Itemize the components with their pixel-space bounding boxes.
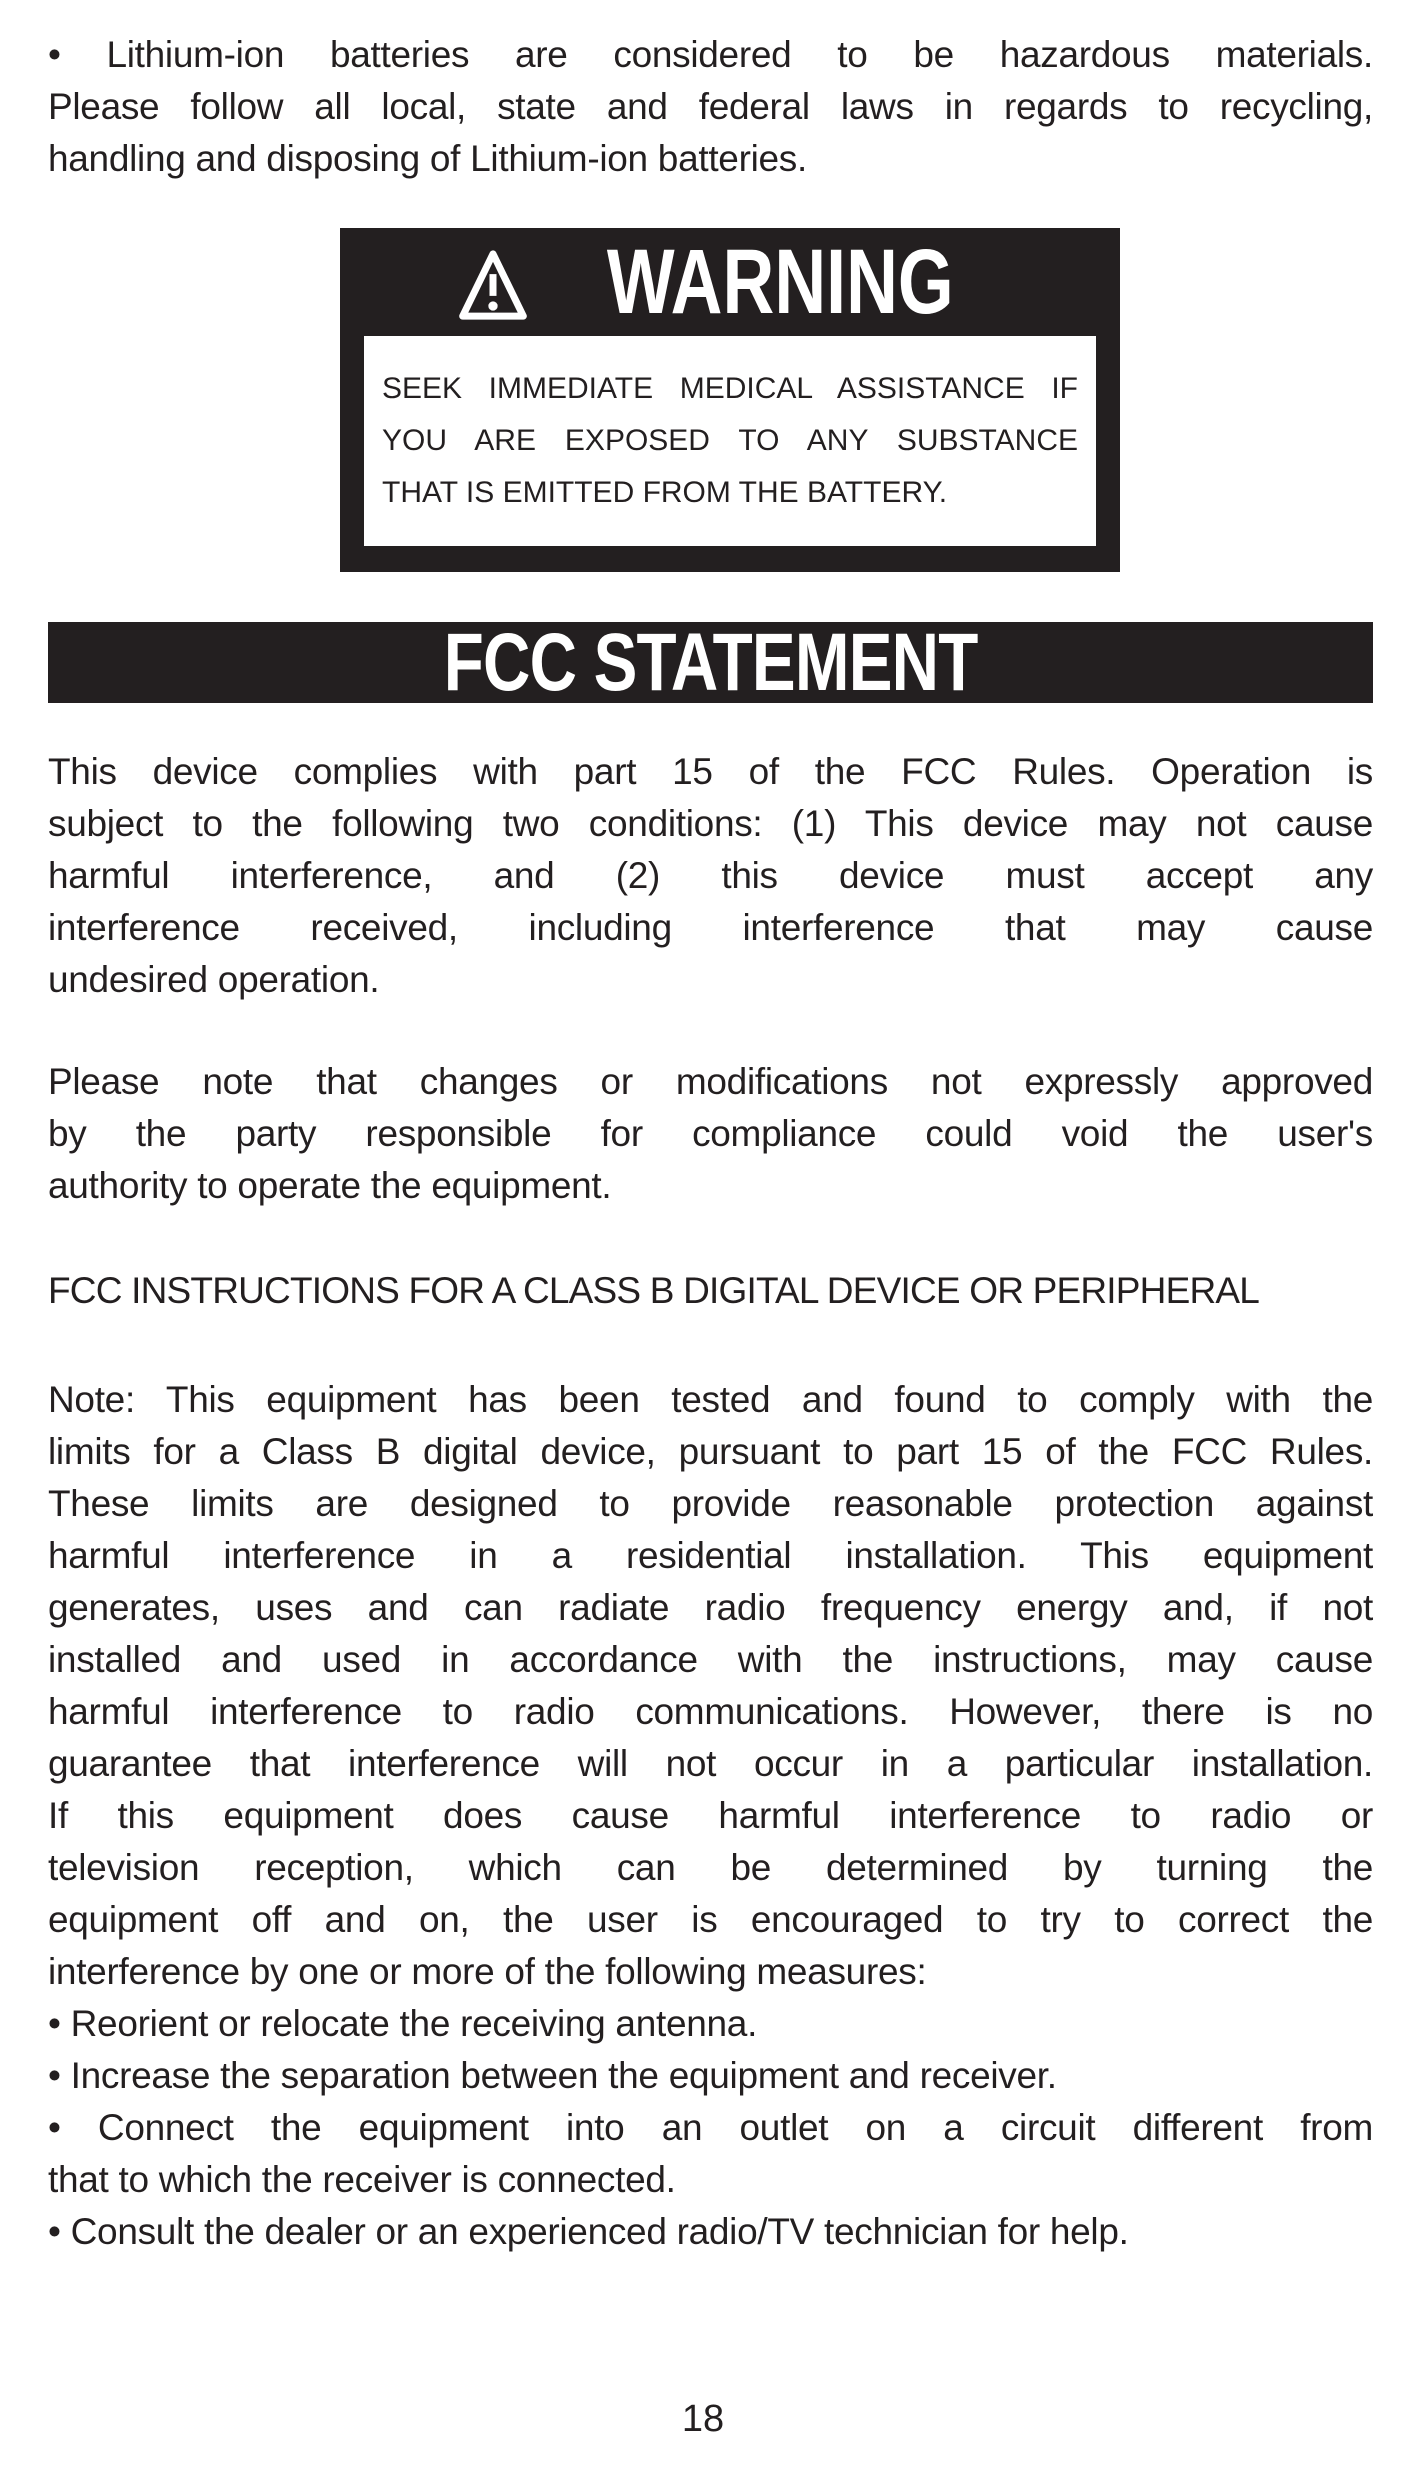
- fcc-statement-title: FCC STATEMENT: [443, 616, 978, 708]
- text-line: FCC INSTRUCTIONS FOR A CLASS B DIGITAL DEVICE OR PERIPHERAL: [48, 1270, 1260, 1311]
- text-line: that to which the receiver is connected.: [48, 2159, 676, 2200]
- list-item-increase-separation: [48, 2050, 1373, 2102]
- text-line: These limits are designed to provide reasonable protection against: [48, 1483, 1373, 1524]
- text-line: by the party responsible for compliance could void the user's: [48, 1113, 1373, 1154]
- warning-box-title: WARNING: [606, 230, 954, 333]
- text-line: SEEK IMMEDIATE MEDICAL ASSISTANCE IF: [382, 372, 1078, 405]
- text-line: television reception, which can be determined by turning the: [48, 1847, 1373, 1888]
- warning-triangle-icon: [458, 247, 528, 323]
- battery-disposal-paragraph: [48, 29, 1373, 185]
- text-line: harmful interference, and (2) this device must accept any: [48, 855, 1373, 896]
- text-line: authority to operate the equipment.: [48, 1165, 612, 1206]
- text-line: interference by one or more of the following measures:: [48, 1951, 927, 1992]
- list-item-consult-dealer: [48, 2206, 1373, 2258]
- text-line: If this equipment does cause harmful interference to radio or: [48, 1795, 1373, 1836]
- text-line: interference received, including interference that may cause: [48, 907, 1373, 948]
- text-line: generates, uses and can radiate radio frequency energy and, if not: [48, 1587, 1373, 1628]
- text-line: THAT IS EMITTED FROM THE BATTERY.: [382, 476, 948, 509]
- warning-box-header: [340, 228, 1120, 336]
- text-line: installed and used in accordance with the instructions, may cause: [48, 1639, 1373, 1680]
- page-number: 18: [681, 2398, 725, 2440]
- fcc-statement-header: [48, 616, 1373, 708]
- text-line: equipment off and on, the user is encouraged to try to correct the: [48, 1899, 1373, 1940]
- text-line: • Consult the dealer or an experienced radio/TV technician for help.: [48, 2211, 1129, 2252]
- corrective-measures-list: [48, 1998, 1373, 2258]
- text-line: Please note that changes or modifications not expressly approved: [48, 1061, 1373, 1102]
- text-line: Note: This equipment has been tested and found to comply with the: [48, 1379, 1373, 1420]
- text-line: • Connect the equipment into an outlet on a circuit different from: [48, 2107, 1373, 2148]
- class-b-heading: [48, 1265, 1373, 1317]
- warning-box: [340, 228, 1120, 572]
- list-item-connect-different-circuit: [48, 2102, 1373, 2206]
- text-line: harmful interference in a residential installation. This equipment: [48, 1535, 1373, 1576]
- modifications-paragraph: [48, 1056, 1373, 1212]
- note-paragraph: [48, 1374, 1373, 1998]
- text-line: Please follow all local, state and federal laws in regards to recycling,: [48, 86, 1373, 127]
- text-line: undesired operation.: [48, 959, 380, 1000]
- text-line: • Increase the separation between the equipment and receiver.: [48, 2055, 1057, 2096]
- text-line: handling and disposing of Lithium-ion batteries.: [48, 138, 807, 179]
- text-line: • Lithium-ion batteries are considered to be hazardous materials.: [48, 34, 1373, 75]
- text-line: • Reorient or relocate the receiving antenna.: [48, 2003, 758, 2044]
- text-line: subject to the following two conditions: (1) This device may not cause: [48, 803, 1373, 844]
- text-line: This device complies with part 15 of the FCC Rules. Operation is: [48, 751, 1373, 792]
- text-line: harmful interference to radio communications. However, there is no: [48, 1691, 1373, 1732]
- warning-box-message: [364, 336, 1096, 546]
- list-item-reorient-antenna: [48, 1998, 1373, 2050]
- text-line: limits for a Class B digital device, pursuant to part 15 of the FCC Rules.: [48, 1431, 1373, 1472]
- fcc-part15-paragraph: [48, 746, 1373, 1006]
- text-line: guarantee that interference will not occur in a particular installation.: [48, 1743, 1373, 1784]
- text-line: YOU ARE EXPOSED TO ANY SUBSTANCE: [382, 424, 1078, 457]
